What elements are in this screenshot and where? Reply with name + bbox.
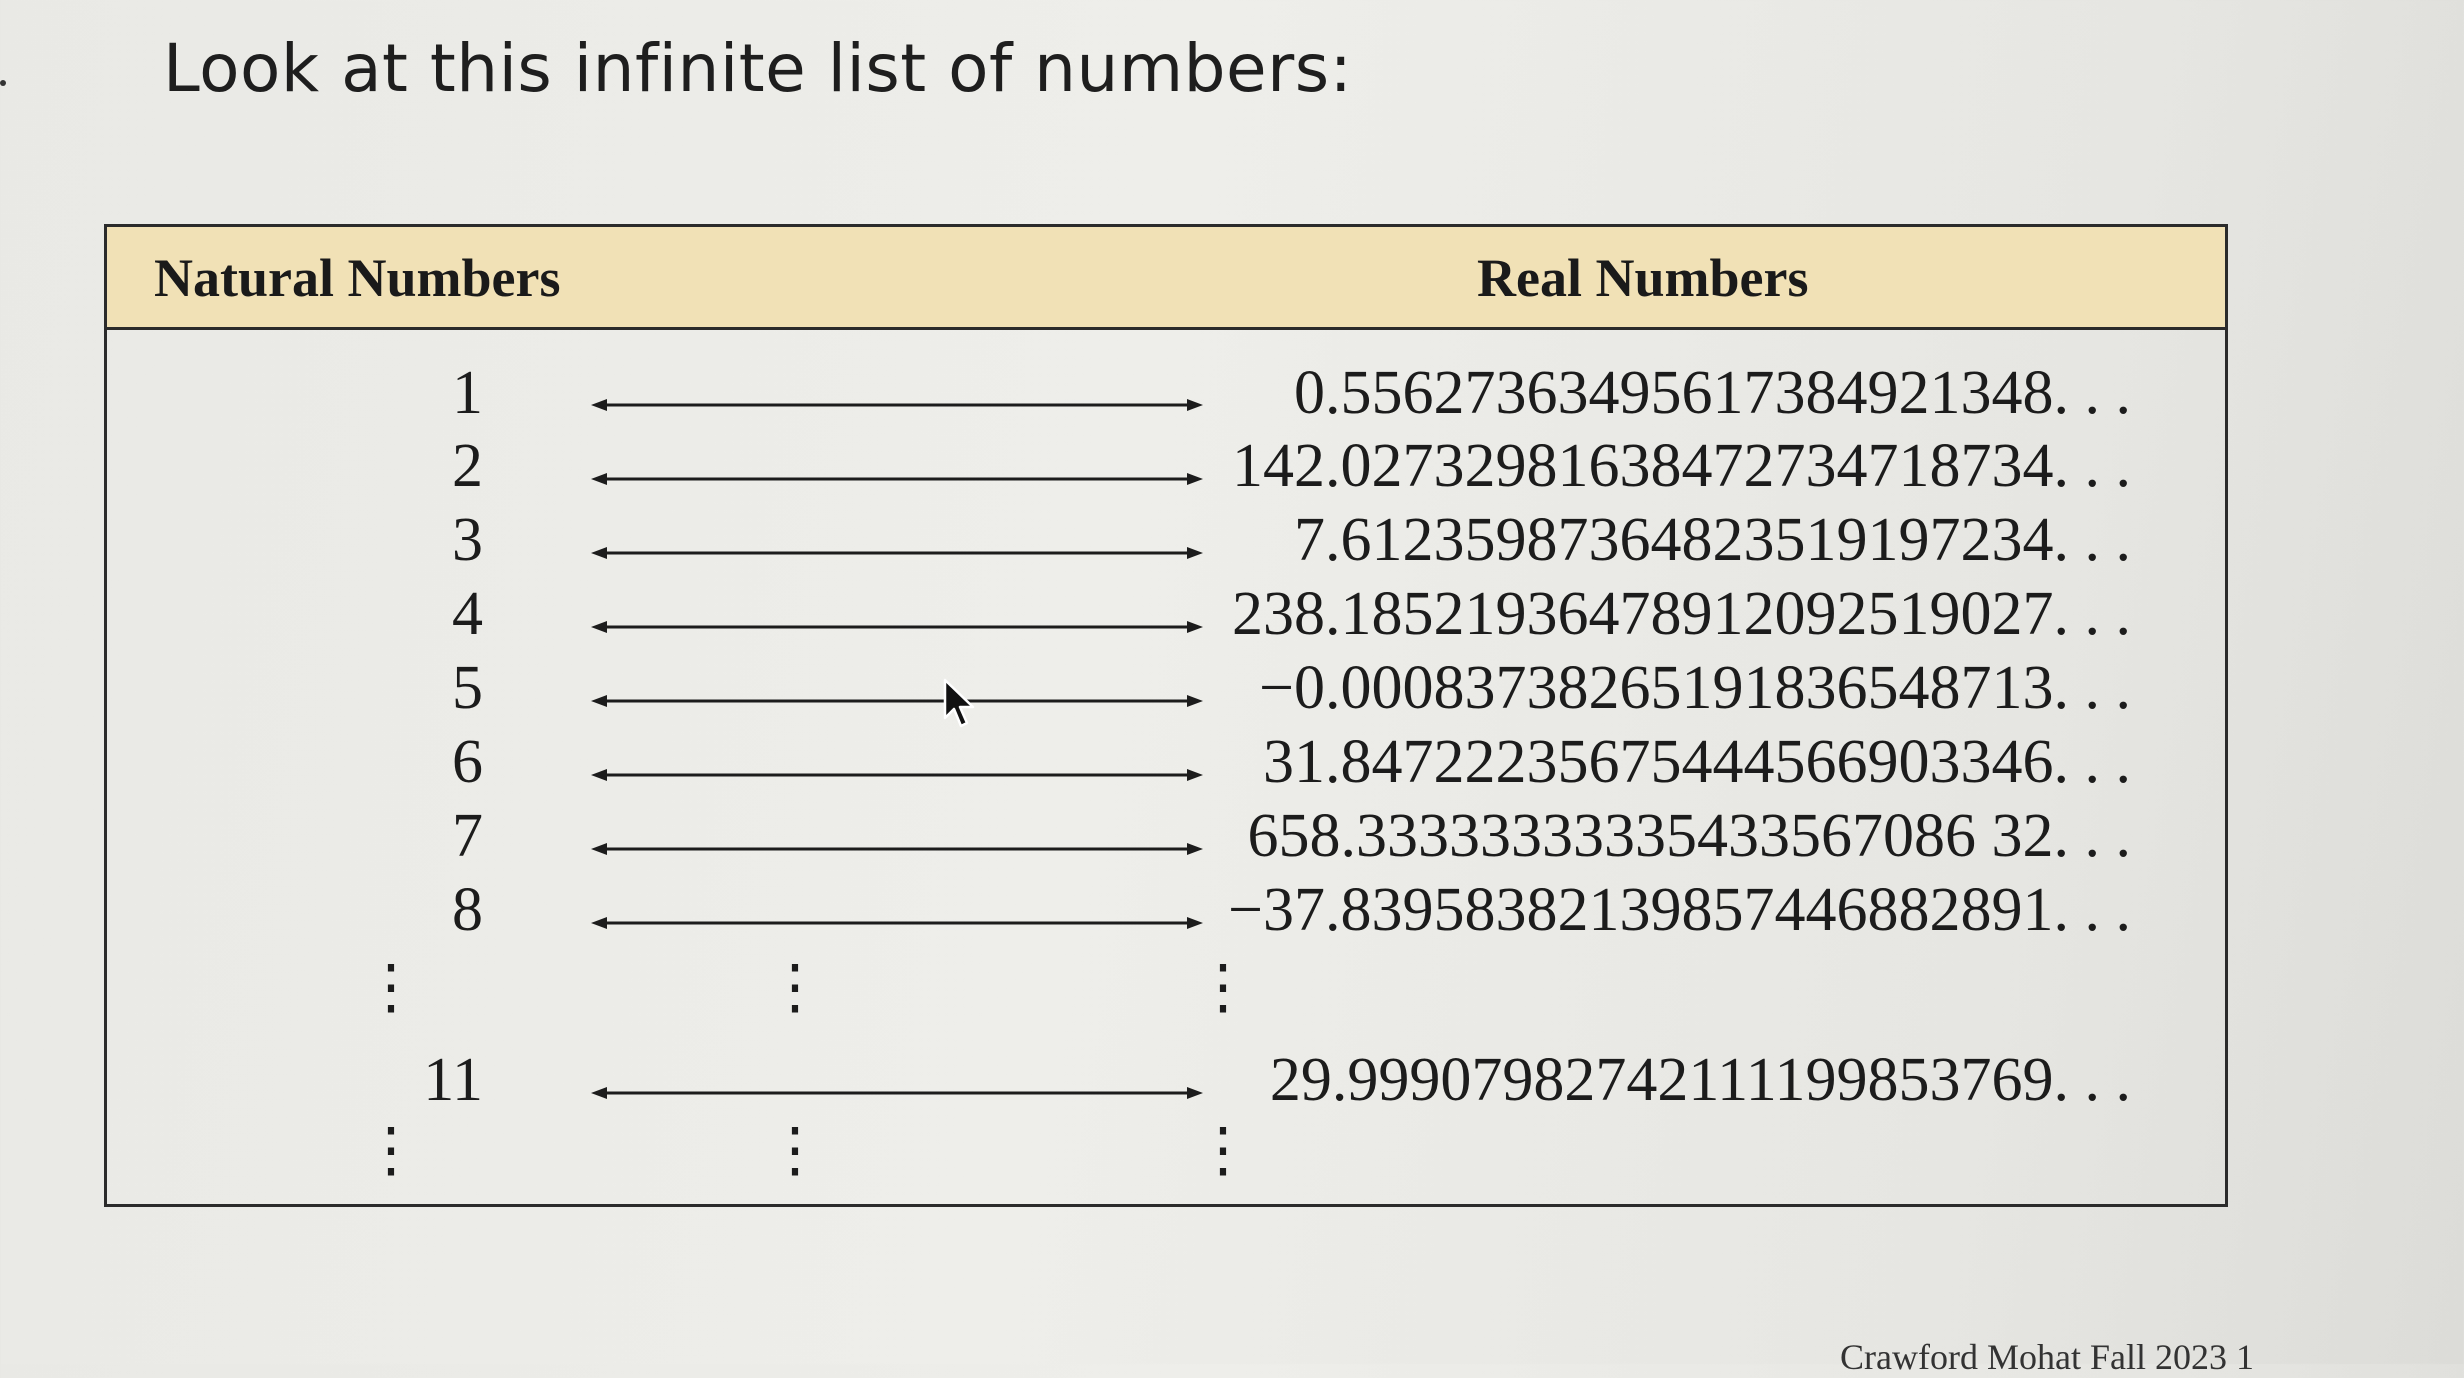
vertical-ellipsis: ⋮ <box>1193 954 1253 1020</box>
real-number: 0.55627363495617384921348. . . <box>1294 359 2131 427</box>
real-number: 658.33333333335433567086 32. . . <box>1247 802 2131 870</box>
natural-number: 3 <box>452 506 483 574</box>
vertical-ellipsis: ⋮ <box>361 954 421 1020</box>
header-real-numbers: Real Numbers <box>1477 248 1809 308</box>
footer-text: Crawford Mohat Fall 2023 1 <box>1840 1337 2254 1377</box>
real-number: 31.84722235675444566903346. . . <box>1263 728 2131 796</box>
vertical-ellipsis: ⋮ <box>765 954 825 1020</box>
vertical-ellipsis: ⋮ <box>765 1117 825 1183</box>
real-number: 29.99907982742111199853769. . . <box>1269 1046 2131 1114</box>
real-number: −0.00083738265191836548713. . . <box>1259 654 2131 722</box>
natural-number: 1 <box>452 359 483 427</box>
table-header <box>107 227 2225 330</box>
natural-number: 5 <box>452 654 483 722</box>
natural-number: 2 <box>452 432 483 500</box>
bullet-mark <box>0 80 6 86</box>
natural-number: 6 <box>452 728 483 796</box>
vertical-ellipsis: ⋮ <box>361 1117 421 1183</box>
natural-number: 11 <box>423 1046 483 1114</box>
real-number: 7.61235987364823519197234. . . <box>1294 506 2131 574</box>
mouse-pointer-icon <box>943 678 977 730</box>
page-heading: Look at this infinite list of numbers: <box>163 30 1353 107</box>
natural-number: 8 <box>452 876 483 944</box>
real-number: 238.18521936478912092519027. . . <box>1232 580 2131 648</box>
real-number: 142.02732981638472734718734. . . <box>1232 432 2131 500</box>
vertical-ellipsis: ⋮ <box>1193 1117 1253 1183</box>
number-correspondence-table <box>104 224 2228 1207</box>
natural-number: 7 <box>452 802 483 870</box>
real-number: −37.83958382139857446882891. . . <box>1228 876 2131 944</box>
header-natural-numbers: Natural Numbers <box>154 248 561 308</box>
natural-number: 4 <box>452 580 483 648</box>
